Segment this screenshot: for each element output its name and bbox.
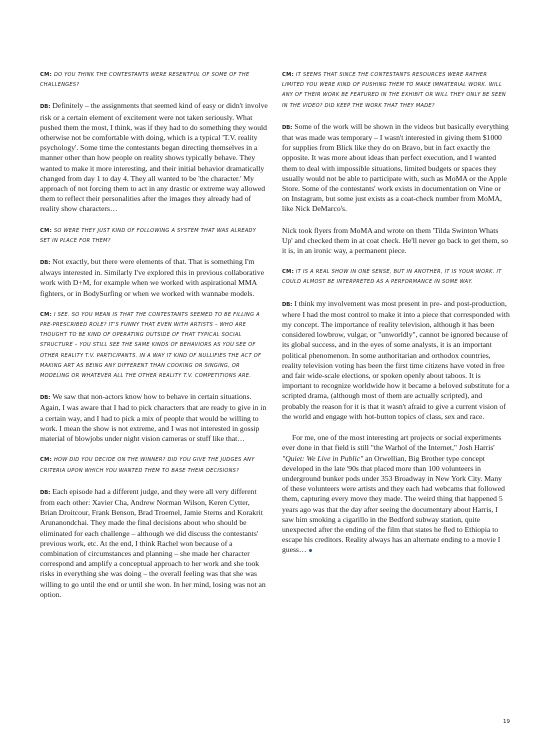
speaker-tag: CM: (40, 227, 52, 234)
interview-question (40, 310, 268, 381)
work-title: "Quiet: We Live in Public" (282, 453, 364, 463)
interview-answer (282, 226, 510, 257)
speaker-tag: DB: (40, 395, 51, 402)
answer-text: Each episode had a different judge, and they were all very different from each other: Xavier Cha, Andrew Norman Wilson, Keren Cytter, Brian Droitcour, Frank Benson, Brad Troemel, Jamie Sterns and Korakrit Arunanondchai. They made the final decisions about who should be eliminated for each challenge – although we did discuss the contestants' previous work, etc. At the end, I think Rachel won because of a combination of circumstances and planning – she made her character correspond and amplify a conceptual approach to her work and she took risks in everything she was doing – the overall feeling was that she was willing to go until the end or until she won. In her mind, losing was not an option. (40, 486, 266, 599)
speaker-tag: CM: (282, 269, 294, 276)
question-text: I SEE. SO YOU MEAN IS THAT THE CONTESTANTS SEEMED TO BE FILLING A PRE-PRESCRIBED ROLE? IT'S FUNNY THAT EVEN WITH ARTISTS – WHO ARE THOUGHT TO BE KIND OF OPERATING OUTSIDE OF THAT TYPICAL SOCIAL STRUCTURE – YOU STILL SEE THE SAME KINDS OF BEHAVIORS AS YOU SEE OF OTHER REALITY T.V. PARTICIPANTS. IN A WAY IT KIND OF NULLIFIES THE ACT OF MAKING ART AS BEING ANY DIFFERENT THAN COOKING OR SINGING, OR MODELING OR WHATEVER ALL THE OTHER REALITY T.V. COMPETITIONS ARE. (40, 311, 262, 380)
question-text: SO WERE THEY JUST KIND OF FOLLOWING A SYSTEM THAT WAS ALREADY SET IN PLACE FOR THEM? (40, 227, 257, 244)
paragraph-text: For me, one of the most interesting art projects or social experiments ever done in that field is still "the Warhol of the Internet," Josh Harris' (282, 433, 502, 453)
speaker-tag: CM: (40, 72, 52, 78)
interview-question (40, 226, 268, 246)
speaker-tag: CM: (40, 311, 52, 318)
speaker-tag: CM: (40, 457, 52, 464)
speaker-tag: DB: (282, 124, 293, 131)
right-column (282, 70, 510, 611)
speaker-tag: DB: (282, 301, 293, 308)
end-mark-icon (309, 549, 312, 552)
interview-answer (282, 433, 510, 555)
answer-text: Not exactly, but there were elements of that. That is something I'm always interested in. Similarly I've explored this in previous collaborative work with D+M, for example when we worked with aspirational MMA fighters, or in BodySurfing or when we worked with wannabe models. (40, 257, 265, 298)
page-number: 19 (503, 719, 510, 725)
interview-answer (282, 299, 510, 422)
interview-answer (40, 101, 268, 214)
question-text: DO YOU THINK THE CONTESTANTS WERE RESENTFUL OF SOME OF THE CHALLENGES? (40, 72, 250, 89)
interview-answer (40, 257, 268, 299)
paragraph-text: an Orwellian, Big Brother type concept developed in the late '90s that placed more than 100 volunteers in underground bunker pods under 353 Broadway in New York City. Many of these volunteers were artists and they each had webcams that followed them, capturing every move they made. The weird thing that happened 5 years ago was that the day after seeing the documentary about Harris, I saw him smoking a cigarillo in the Bedford subway station, quite unexpected after the ending of the film that states he fled to Ethiopia to escape his creditors. Reality always has an alternate ending to a movie I guess… (282, 453, 505, 555)
answer-text: Some of the work will be shown in the videos but basically everything that was made was temporary – I wasn't interested in giving them $1000 for supplies from Blick like they do on Bravo, but in fact exactly the opposite. It was more about ideas than perfect execution, and I wanted them to deal with impossible situations, limited budgets or spaces they usually would not be able to participate with, such as MoMA or the Apple Store. Some of the contestants' work exists in documentation on Vine or on Instagram, but some just exists as a coat-check number from MoMA, like Nick DeMarco's. (282, 121, 509, 214)
speaker-tag: DB: (40, 260, 51, 267)
interview-question (40, 70, 268, 90)
interview-answer (282, 122, 510, 215)
left-column (40, 70, 268, 611)
question-text: IT SEEMS THAT SINCE THE CONTESTANTS RESOURCES WERE RATHER LIMITED YOU WERE KIND OF PUSHING THEM TO MAKE IMMATERIAL WORK. WILL ANY OF THEIR WORK BE FEATURED IN THE EXHIBIT OR WILL THEY ONLY BE SEEN IN THE VIDEO? DID KEEP THE WORK THAT THEY MADE? (282, 72, 506, 109)
speaker-tag: DB: (40, 104, 51, 111)
answer-text: Nick took flyers from MoMA and wrote on them 'Tilda Swinton Whats Up' and checked them in at coat check. He'll never go back to get them, so it is, in an ironic way, a permanent piece. (282, 225, 509, 256)
interview-question (282, 267, 510, 287)
speaker-tag: DB: (40, 489, 51, 496)
columns (40, 70, 510, 611)
interview-answer (40, 487, 268, 600)
answer-text: Definitely – the assignments that seemed kind of easy or didn't involve risk or a certain element of excitement were not taken seriously. What pushed them the most, I think, was if they had to do something they would otherwise not be comfortable with doing, which is a typical 'T.V. reality psychology'. Some time the contestants began directing themselves in a manner other than how people on reality shows typically behave. They wanted to make it more interesting, and their initial behavior dramatically changed from day 1 to day 4. They all wanted to be 'the character.' My approach of not forcing them to act in any drastic or extreme way allowed them to reflect their personalities after the images they already had of reality show characters… (40, 101, 268, 214)
answer-text: We saw that non-actors know how to behave in certain situations. Again, I was aware that I had to pick characters that are ready to give in in a certain way, and I had to pick a mix of people that would be willing to work. I mean the show is not extreme, and I was not interested in gossip material of blowjobs under night vision cameras or stuff like that… (40, 392, 267, 444)
question-text: IT IS A REAL SHOW IN ONE SENSE, BUT IN ANOTHER, IT IS YOUR WORK. IT COULD ALMOST BE INTERPRETED AS A PERFORMANCE IN SOME WAY. (282, 269, 502, 286)
answer-text: I think my involvement was most present in pre- and post-production, where I had the most control to make it into a piece that corresponded with my concept. The importance of reality television, although it has been considered lowbrow, vulgar, or "unworldly", cannot be ignored because of its global success, and in the eyes of some analysts, it is an important political phenomenon. In some authoritarian and orthodox countries, reality television voting has been the first time citizens have voted in free and fair wide-scale elections, or spoken openly about taboos. It is important to recognize worldwide how it became a beloved substitute for a scripted drama, (although most of them are actually scripted), and probably the reason for it is that it wasn't afraid to give a current vision of the world and engage with hot-button topics of class, sex and race. (282, 298, 510, 421)
interview-answer (40, 392, 268, 444)
interview-question (40, 455, 268, 475)
question-text: HOW DID YOU DECIDE ON THE WINNER? DID YOU GIVE THE JUDGES ANY CRITERIA UPON WHICH YOU WANTED THEM TO BASE THEIR DECISIONS? (40, 457, 255, 474)
speaker-tag: CM: (282, 72, 294, 78)
interview-question (282, 70, 510, 111)
